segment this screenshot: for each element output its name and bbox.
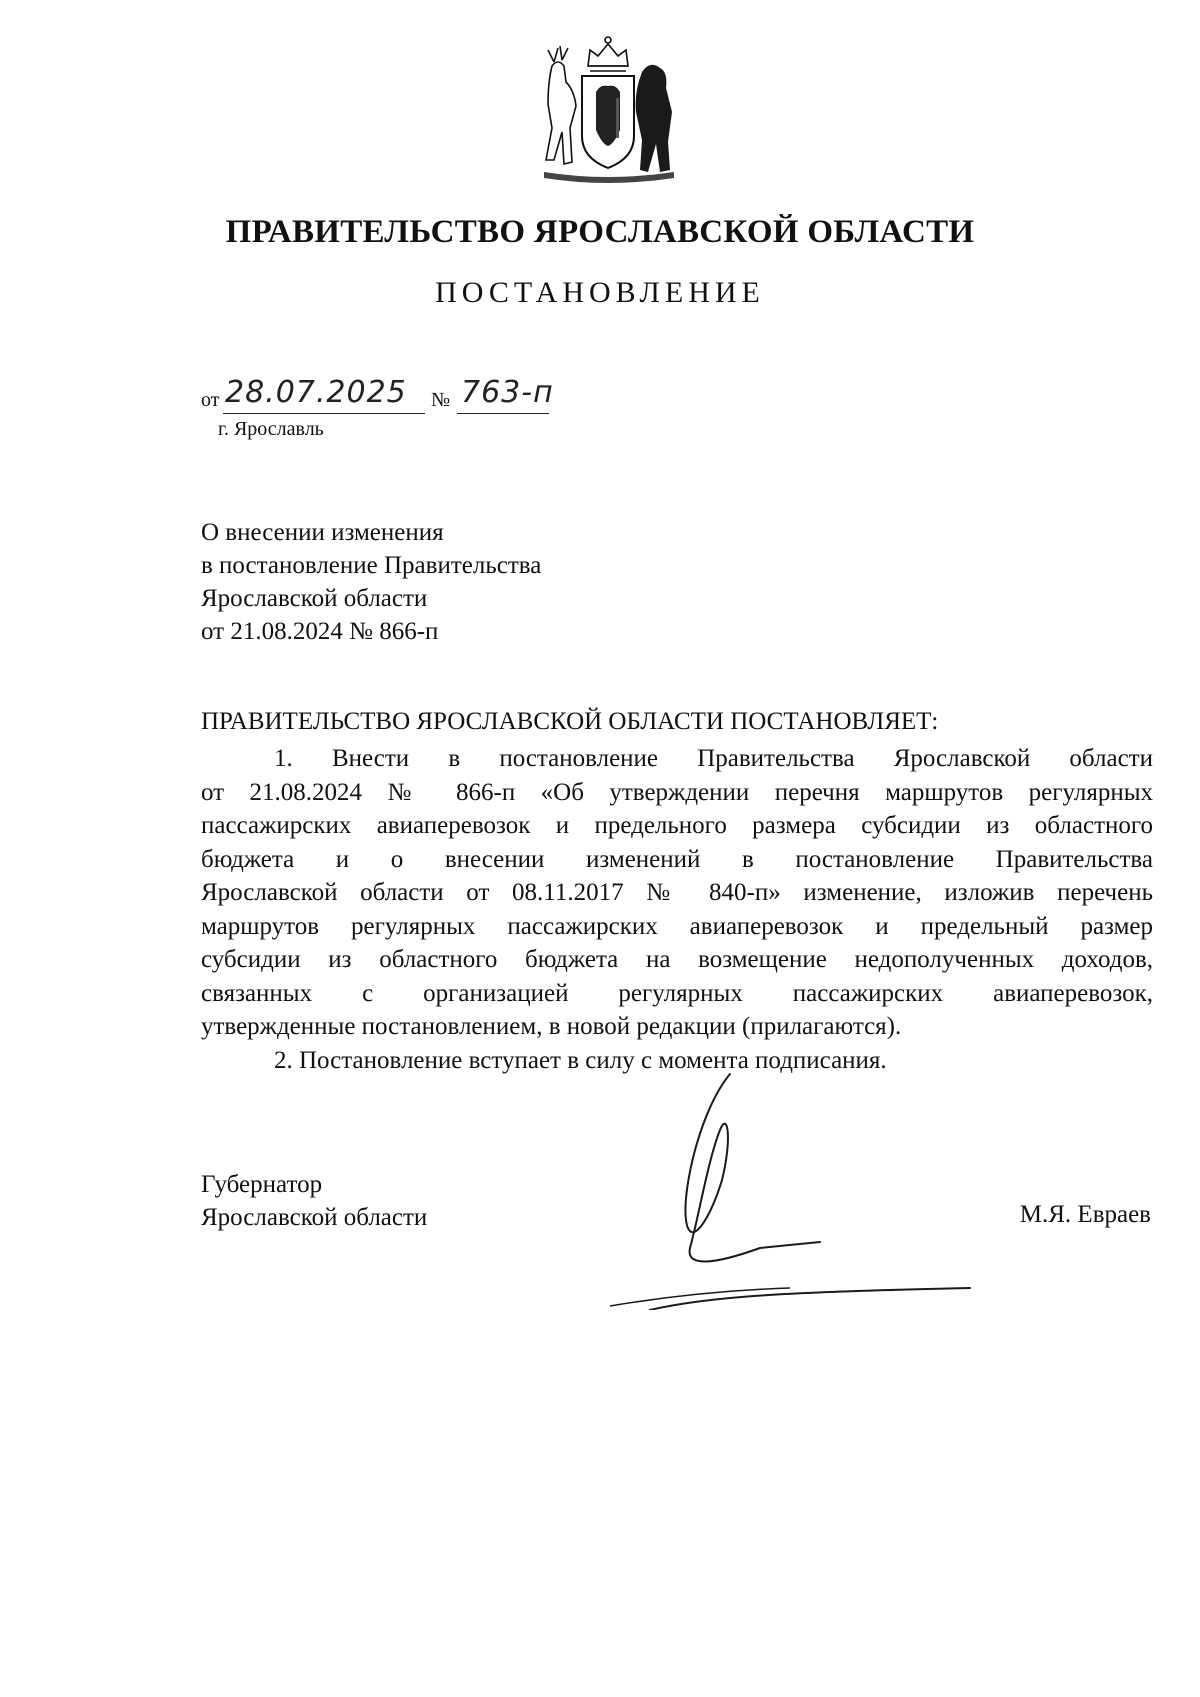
organization-title: ПРАВИТЕЛЬСТВО ЯРОСЛАВСКОЙ ОБЛАСТИ — [225, 214, 975, 250]
body-line: Ярославской области от 08.11.2017 № 840-п» изменение, изложив перечень — [201, 879, 1153, 906]
handwritten-date: 28.07.2025 — [225, 375, 407, 410]
position-line: Ярославской области — [201, 1204, 428, 1231]
subject-line: в постановление Правительства — [201, 552, 542, 579]
decree-header: ПРАВИТЕЛЬСТВО ЯРОСЛАВСКОЙ ОБЛАСТИ ПОСТАНОВЛЯЕТ: — [201, 708, 939, 735]
date-from-label: от — [201, 389, 220, 411]
subject-line: от 21.08.2024 № 866-п — [201, 618, 439, 645]
body-line: субсидии из областного бюджета на возмещение недополученных доходов, — [201, 946, 1153, 973]
body-line: 1. Внести в постановление Правительства Ярославской области — [274, 745, 1153, 772]
document-subject — [201, 516, 541, 648]
handwritten-signature — [590, 1070, 1030, 1310]
body-line: от 21.08.2024 № 866-п «Об утверждении перечня маршрутов регулярных — [201, 778, 1153, 806]
subject-line: О внесении изменения — [201, 519, 444, 546]
number-underline — [457, 413, 549, 414]
subject-line: Ярославской области — [201, 585, 428, 612]
coat-of-arms-emblem — [534, 32, 682, 192]
date-underline — [223, 413, 425, 414]
body-line: связанных с организацией регулярных пассажирских авиаперевозок, — [201, 979, 1153, 1007]
document-body — [201, 742, 1153, 1077]
body-line: 2. Постановление вступает в силу с момента подписания. — [274, 1046, 887, 1074]
handwritten-number: 763-п — [461, 375, 554, 410]
number-label: № — [431, 389, 451, 411]
body-line: пассажирских авиаперевозок и предельного размера субсидии из областного — [201, 812, 1153, 839]
body-line: маршрутов регулярных пассажирских авиаперевозок и предельный размер — [201, 912, 1153, 940]
body-line: утвержденные постановлением, в новой редакции (прилагаются). — [201, 1013, 902, 1040]
position-line: Губернатор — [201, 1171, 323, 1198]
city: г. Ярославль — [218, 418, 324, 440]
date-number-line — [201, 375, 561, 418]
body-line: бюджета и о внесении изменений в постановление Правительства — [201, 845, 1153, 873]
signatory-position — [201, 1168, 427, 1234]
signatory-name: М.Я. Евраев — [1019, 1201, 1151, 1228]
document-type: ПОСТАНОВЛЕНИЕ — [435, 276, 765, 309]
